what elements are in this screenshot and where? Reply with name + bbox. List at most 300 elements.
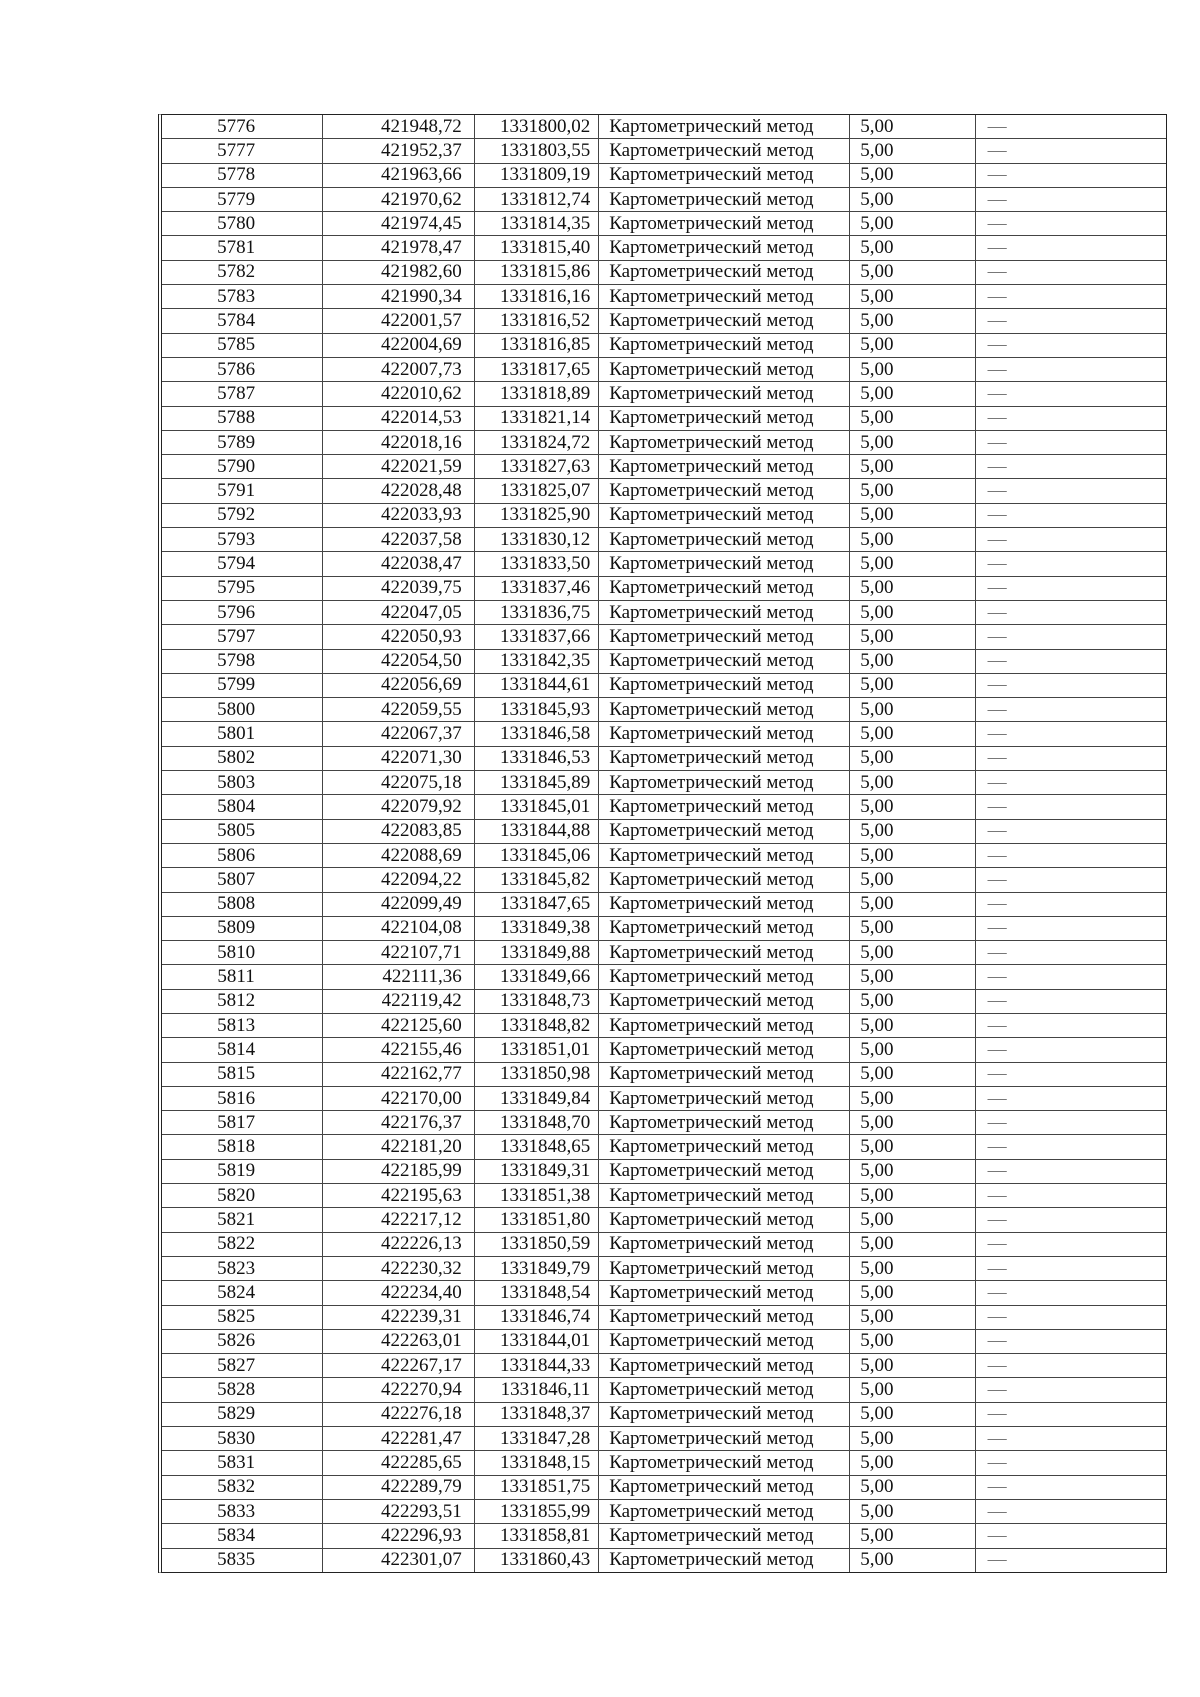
table-row [162, 163, 1166, 187]
description-cell: — [975, 430, 1166, 454]
y-coordinate-cell: 1331818,89 [474, 382, 598, 406]
table-row [162, 698, 1166, 722]
precision-cell: 5,00 [850, 1184, 975, 1208]
method-cell: Картометрический метод [599, 163, 850, 187]
table-row [162, 236, 1166, 260]
precision-cell: 5,00 [850, 285, 975, 309]
description-cell: — [975, 382, 1166, 406]
precision-cell: 5,00 [850, 795, 975, 819]
precision-cell: 5,00 [850, 722, 975, 746]
description-cell: — [975, 1135, 1166, 1159]
description-cell: — [975, 892, 1166, 916]
point-number-cell: 5796 [162, 600, 323, 624]
coordinates-table [162, 115, 1166, 1572]
point-number-cell: 5815 [162, 1062, 323, 1086]
table-row [162, 868, 1166, 892]
x-coordinate-cell: 422125,60 [323, 1013, 475, 1037]
description-cell: — [975, 819, 1166, 843]
y-coordinate-cell: 1331833,50 [474, 552, 598, 576]
method-cell: Картометрический метод [599, 576, 850, 600]
method-cell: Картометрический метод [599, 1256, 850, 1280]
description-cell: — [975, 1159, 1166, 1183]
y-coordinate-cell: 1331837,66 [474, 625, 598, 649]
x-coordinate-cell: 422226,13 [323, 1232, 475, 1256]
point-number-cell: 5783 [162, 285, 323, 309]
method-cell: Картометрический метод [599, 115, 850, 139]
precision-cell: 5,00 [850, 698, 975, 722]
precision-cell: 5,00 [850, 528, 975, 552]
description-cell: — [975, 1184, 1166, 1208]
method-cell: Картометрический метод [599, 600, 850, 624]
y-coordinate-cell: 1331850,59 [474, 1232, 598, 1256]
table-row [162, 1378, 1166, 1402]
x-coordinate-cell: 421948,72 [323, 115, 475, 139]
description-cell: — [975, 139, 1166, 163]
description-cell: — [975, 843, 1166, 867]
description-cell: — [975, 1499, 1166, 1523]
description-cell: — [975, 1208, 1166, 1232]
table-row [162, 1475, 1166, 1499]
y-coordinate-cell: 1331855,99 [474, 1499, 598, 1523]
description-cell: — [975, 795, 1166, 819]
table-row [162, 576, 1166, 600]
point-number-cell: 5825 [162, 1305, 323, 1329]
description-cell: — [975, 285, 1166, 309]
point-number-cell: 5791 [162, 479, 323, 503]
point-number-cell: 5819 [162, 1159, 323, 1183]
description-cell: — [975, 1524, 1166, 1548]
precision-cell: 5,00 [850, 430, 975, 454]
precision-cell: 5,00 [850, 479, 975, 503]
x-coordinate-cell: 422038,47 [323, 552, 475, 576]
precision-cell: 5,00 [850, 819, 975, 843]
description-cell: — [975, 115, 1166, 139]
method-cell: Картометрический метод [599, 1378, 850, 1402]
y-coordinate-cell: 1331849,66 [474, 965, 598, 989]
table-row [162, 1256, 1166, 1280]
precision-cell: 5,00 [850, 892, 975, 916]
table-row [162, 600, 1166, 624]
description-cell: — [975, 965, 1166, 989]
x-coordinate-cell: 421990,34 [323, 285, 475, 309]
precision-cell: 5,00 [850, 843, 975, 867]
method-cell: Картометрический метод [599, 1086, 850, 1110]
description-cell: — [975, 236, 1166, 260]
table-row [162, 1354, 1166, 1378]
method-cell: Картометрический метод [599, 819, 850, 843]
x-coordinate-cell: 422230,32 [323, 1256, 475, 1280]
method-cell: Картометрический метод [599, 1208, 850, 1232]
description-cell: — [975, 746, 1166, 770]
point-number-cell: 5790 [162, 455, 323, 479]
table-row [162, 187, 1166, 211]
precision-cell: 5,00 [850, 1038, 975, 1062]
method-cell: Картометрический метод [599, 795, 850, 819]
description-cell: — [975, 1402, 1166, 1426]
method-cell: Картометрический метод [599, 649, 850, 673]
description-cell: — [975, 357, 1166, 381]
description-cell: — [975, 1256, 1166, 1280]
precision-cell: 5,00 [850, 212, 975, 236]
x-coordinate-cell: 422289,79 [323, 1475, 475, 1499]
x-coordinate-cell: 422185,99 [323, 1159, 475, 1183]
description-cell: — [975, 941, 1166, 965]
method-cell: Картометрический метод [599, 843, 850, 867]
x-coordinate-cell: 422050,93 [323, 625, 475, 649]
point-number-cell: 5824 [162, 1281, 323, 1305]
precision-cell: 5,00 [850, 1086, 975, 1110]
x-coordinate-cell: 422181,20 [323, 1135, 475, 1159]
precision-cell: 5,00 [850, 1281, 975, 1305]
precision-cell: 5,00 [850, 163, 975, 187]
method-cell: Картометрический метод [599, 285, 850, 309]
point-number-cell: 5782 [162, 260, 323, 284]
precision-cell: 5,00 [850, 1427, 975, 1451]
point-number-cell: 5794 [162, 552, 323, 576]
x-coordinate-cell: 422067,37 [323, 722, 475, 746]
description-cell: — [975, 771, 1166, 795]
y-coordinate-cell: 1331800,02 [474, 115, 598, 139]
y-coordinate-cell: 1331844,61 [474, 673, 598, 697]
table-row [162, 1427, 1166, 1451]
y-coordinate-cell: 1331844,33 [474, 1354, 598, 1378]
x-coordinate-cell: 422296,93 [323, 1524, 475, 1548]
precision-cell: 5,00 [850, 552, 975, 576]
y-coordinate-cell: 1331846,74 [474, 1305, 598, 1329]
point-number-cell: 5799 [162, 673, 323, 697]
precision-cell: 5,00 [850, 309, 975, 333]
precision-cell: 5,00 [850, 1159, 975, 1183]
point-number-cell: 5786 [162, 357, 323, 381]
table-row [162, 1548, 1166, 1572]
y-coordinate-cell: 1331846,53 [474, 746, 598, 770]
point-number-cell: 5831 [162, 1451, 323, 1475]
y-coordinate-cell: 1331848,73 [474, 989, 598, 1013]
table-row [162, 941, 1166, 965]
description-cell: — [975, 552, 1166, 576]
table-body [162, 115, 1166, 1572]
x-coordinate-cell: 422099,49 [323, 892, 475, 916]
table-row [162, 260, 1166, 284]
x-coordinate-cell: 422004,69 [323, 333, 475, 357]
table-row [162, 1451, 1166, 1475]
precision-cell: 5,00 [850, 1402, 975, 1426]
table-row [162, 309, 1166, 333]
y-coordinate-cell: 1331849,31 [474, 1159, 598, 1183]
method-cell: Картометрический метод [599, 1475, 850, 1499]
point-number-cell: 5826 [162, 1329, 323, 1353]
method-cell: Картометрический метод [599, 989, 850, 1013]
point-number-cell: 5812 [162, 989, 323, 1013]
y-coordinate-cell: 1331849,79 [474, 1256, 598, 1280]
method-cell: Картометрический метод [599, 1038, 850, 1062]
precision-cell: 5,00 [850, 260, 975, 284]
y-coordinate-cell: 1331842,35 [474, 649, 598, 673]
method-cell: Картометрический метод [599, 139, 850, 163]
description-cell: — [975, 1329, 1166, 1353]
y-coordinate-cell: 1331816,52 [474, 309, 598, 333]
y-coordinate-cell: 1331848,82 [474, 1013, 598, 1037]
x-coordinate-cell: 422083,85 [323, 819, 475, 843]
x-coordinate-cell: 422028,48 [323, 479, 475, 503]
method-cell: Картометрический метод [599, 625, 850, 649]
method-cell: Картометрический метод [599, 1281, 850, 1305]
x-coordinate-cell: 422270,94 [323, 1378, 475, 1402]
method-cell: Картометрический метод [599, 892, 850, 916]
y-coordinate-cell: 1331845,82 [474, 868, 598, 892]
x-coordinate-cell: 422107,71 [323, 941, 475, 965]
table-row [162, 1111, 1166, 1135]
description-cell: — [975, 1305, 1166, 1329]
precision-cell: 5,00 [850, 455, 975, 479]
point-number-cell: 5829 [162, 1402, 323, 1426]
y-coordinate-cell: 1331846,58 [474, 722, 598, 746]
precision-cell: 5,00 [850, 1524, 975, 1548]
table-row [162, 406, 1166, 430]
x-coordinate-cell: 421952,37 [323, 139, 475, 163]
point-number-cell: 5803 [162, 771, 323, 795]
x-coordinate-cell: 422155,46 [323, 1038, 475, 1062]
table-row [162, 1499, 1166, 1523]
x-coordinate-cell: 422047,05 [323, 600, 475, 624]
description-cell: — [975, 260, 1166, 284]
precision-cell: 5,00 [850, 771, 975, 795]
point-number-cell: 5789 [162, 430, 323, 454]
precision-cell: 5,00 [850, 941, 975, 965]
table-row [162, 1208, 1166, 1232]
y-coordinate-cell: 1331825,90 [474, 503, 598, 527]
description-cell: — [975, 1086, 1166, 1110]
description-cell: — [975, 916, 1166, 940]
y-coordinate-cell: 1331847,28 [474, 1427, 598, 1451]
x-coordinate-cell: 422234,40 [323, 1281, 475, 1305]
description-cell: — [975, 333, 1166, 357]
y-coordinate-cell: 1331815,40 [474, 236, 598, 260]
x-coordinate-cell: 422075,18 [323, 771, 475, 795]
description-cell: — [975, 479, 1166, 503]
table-row [162, 285, 1166, 309]
method-cell: Картометрический метод [599, 722, 850, 746]
y-coordinate-cell: 1331827,63 [474, 455, 598, 479]
description-cell: — [975, 1232, 1166, 1256]
point-number-cell: 5806 [162, 843, 323, 867]
description-cell: — [975, 649, 1166, 673]
precision-cell: 5,00 [850, 333, 975, 357]
method-cell: Картометрический метод [599, 1427, 850, 1451]
y-coordinate-cell: 1331845,01 [474, 795, 598, 819]
precision-cell: 5,00 [850, 989, 975, 1013]
precision-cell: 5,00 [850, 916, 975, 940]
description-cell: — [975, 673, 1166, 697]
point-number-cell: 5811 [162, 965, 323, 989]
description-cell: — [975, 1475, 1166, 1499]
point-number-cell: 5785 [162, 333, 323, 357]
precision-cell: 5,00 [850, 1111, 975, 1135]
point-number-cell: 5835 [162, 1548, 323, 1572]
table-row [162, 479, 1166, 503]
point-number-cell: 5779 [162, 187, 323, 211]
y-coordinate-cell: 1331849,38 [474, 916, 598, 940]
y-coordinate-cell: 1331837,46 [474, 576, 598, 600]
method-cell: Картометрический метод [599, 868, 850, 892]
description-cell: — [975, 1378, 1166, 1402]
x-coordinate-cell: 422276,18 [323, 1402, 475, 1426]
y-coordinate-cell: 1331848,15 [474, 1451, 598, 1475]
point-number-cell: 5777 [162, 139, 323, 163]
method-cell: Картометрический метод [599, 382, 850, 406]
table-row [162, 333, 1166, 357]
description-cell: — [975, 600, 1166, 624]
table-row [162, 1402, 1166, 1426]
precision-cell: 5,00 [850, 406, 975, 430]
table-row [162, 843, 1166, 867]
point-number-cell: 5807 [162, 868, 323, 892]
method-cell: Картометрический метод [599, 1524, 850, 1548]
point-number-cell: 5820 [162, 1184, 323, 1208]
precision-cell: 5,00 [850, 1354, 975, 1378]
y-coordinate-cell: 1331860,43 [474, 1548, 598, 1572]
method-cell: Картометрический метод [599, 1135, 850, 1159]
x-coordinate-cell: 422088,69 [323, 843, 475, 867]
table-row [162, 1232, 1166, 1256]
x-coordinate-cell: 422094,22 [323, 868, 475, 892]
description-cell: — [975, 503, 1166, 527]
method-cell: Картометрический метод [599, 746, 850, 770]
x-coordinate-cell: 422007,73 [323, 357, 475, 381]
method-cell: Картометрический метод [599, 430, 850, 454]
y-coordinate-cell: 1331851,75 [474, 1475, 598, 1499]
table-row [162, 1086, 1166, 1110]
point-number-cell: 5833 [162, 1499, 323, 1523]
table-row [162, 528, 1166, 552]
x-coordinate-cell: 422162,77 [323, 1062, 475, 1086]
precision-cell: 5,00 [850, 1329, 975, 1353]
table-row [162, 430, 1166, 454]
precision-cell: 5,00 [850, 1499, 975, 1523]
point-number-cell: 5788 [162, 406, 323, 430]
y-coordinate-cell: 1331844,01 [474, 1329, 598, 1353]
description-cell: — [975, 1281, 1166, 1305]
precision-cell: 5,00 [850, 1305, 975, 1329]
y-coordinate-cell: 1331803,55 [474, 139, 598, 163]
x-coordinate-cell: 422010,62 [323, 382, 475, 406]
table-row [162, 625, 1166, 649]
precision-cell: 5,00 [850, 1013, 975, 1037]
point-number-cell: 5809 [162, 916, 323, 940]
y-coordinate-cell: 1331824,72 [474, 430, 598, 454]
precision-cell: 5,00 [850, 139, 975, 163]
point-number-cell: 5821 [162, 1208, 323, 1232]
description-cell: — [975, 455, 1166, 479]
x-coordinate-cell: 421974,45 [323, 212, 475, 236]
table-row [162, 139, 1166, 163]
y-coordinate-cell: 1331849,84 [474, 1086, 598, 1110]
x-coordinate-cell: 422079,92 [323, 795, 475, 819]
point-number-cell: 5801 [162, 722, 323, 746]
precision-cell: 5,00 [850, 187, 975, 211]
precision-cell: 5,00 [850, 1208, 975, 1232]
point-number-cell: 5830 [162, 1427, 323, 1451]
method-cell: Картометрический метод [599, 1013, 850, 1037]
method-cell: Картометрический метод [599, 1305, 850, 1329]
method-cell: Картометрический метод [599, 698, 850, 722]
table-row [162, 503, 1166, 527]
point-number-cell: 5805 [162, 819, 323, 843]
point-number-cell: 5818 [162, 1135, 323, 1159]
table-row [162, 357, 1166, 381]
point-number-cell: 5776 [162, 115, 323, 139]
point-number-cell: 5817 [162, 1111, 323, 1135]
point-number-cell: 5800 [162, 698, 323, 722]
table-row [162, 1159, 1166, 1183]
method-cell: Картометрический метод [599, 1111, 850, 1135]
x-coordinate-cell: 421978,47 [323, 236, 475, 260]
description-cell: — [975, 1062, 1166, 1086]
point-number-cell: 5802 [162, 746, 323, 770]
table-row [162, 1062, 1166, 1086]
x-coordinate-cell: 422037,58 [323, 528, 475, 552]
y-coordinate-cell: 1331851,01 [474, 1038, 598, 1062]
y-coordinate-cell: 1331845,93 [474, 698, 598, 722]
x-coordinate-cell: 422239,31 [323, 1305, 475, 1329]
x-coordinate-cell: 422071,30 [323, 746, 475, 770]
table-row [162, 892, 1166, 916]
x-coordinate-cell: 422001,57 [323, 309, 475, 333]
table-row [162, 965, 1166, 989]
table-row [162, 1281, 1166, 1305]
precision-cell: 5,00 [850, 1378, 975, 1402]
y-coordinate-cell: 1331836,75 [474, 600, 598, 624]
precision-cell: 5,00 [850, 236, 975, 260]
y-coordinate-cell: 1331848,65 [474, 1135, 598, 1159]
method-cell: Картометрический метод [599, 1329, 850, 1353]
description-cell: — [975, 868, 1166, 892]
y-coordinate-cell: 1331845,06 [474, 843, 598, 867]
precision-cell: 5,00 [850, 1062, 975, 1086]
description-cell: — [975, 163, 1166, 187]
x-coordinate-cell: 422285,65 [323, 1451, 475, 1475]
table-row [162, 455, 1166, 479]
table-row [162, 1524, 1166, 1548]
precision-cell: 5,00 [850, 625, 975, 649]
method-cell: Картометрический метод [599, 552, 850, 576]
description-cell: — [975, 989, 1166, 1013]
method-cell: Картометрический метод [599, 479, 850, 503]
description-cell: — [975, 212, 1166, 236]
table-row [162, 989, 1166, 1013]
point-number-cell: 5814 [162, 1038, 323, 1062]
y-coordinate-cell: 1331858,81 [474, 1524, 598, 1548]
table-row [162, 795, 1166, 819]
point-number-cell: 5798 [162, 649, 323, 673]
x-coordinate-cell: 422018,16 [323, 430, 475, 454]
precision-cell: 5,00 [850, 1135, 975, 1159]
description-cell: — [975, 1451, 1166, 1475]
point-number-cell: 5787 [162, 382, 323, 406]
method-cell: Картометрический метод [599, 212, 850, 236]
y-coordinate-cell: 1331816,16 [474, 285, 598, 309]
description-cell: — [975, 625, 1166, 649]
y-coordinate-cell: 1331809,19 [474, 163, 598, 187]
method-cell: Картометрический метод [599, 406, 850, 430]
precision-cell: 5,00 [850, 868, 975, 892]
table-row [162, 771, 1166, 795]
point-number-cell: 5792 [162, 503, 323, 527]
point-number-cell: 5781 [162, 236, 323, 260]
precision-cell: 5,00 [850, 382, 975, 406]
description-cell: — [975, 1354, 1166, 1378]
point-number-cell: 5828 [162, 1378, 323, 1402]
